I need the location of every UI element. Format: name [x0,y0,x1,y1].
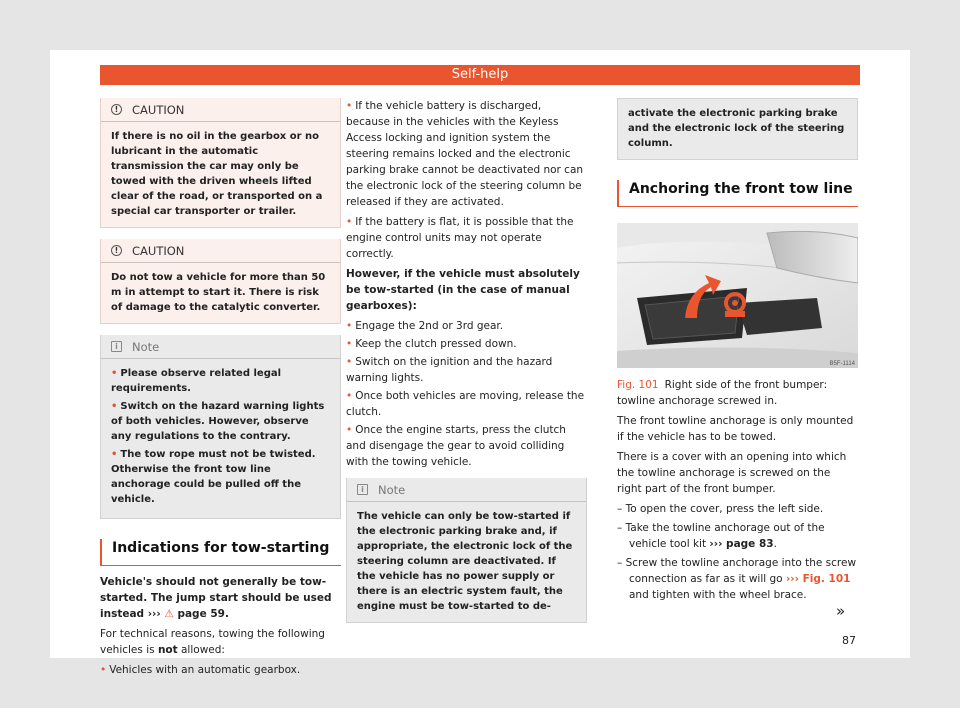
bullet-item: • Vehicles with an automatic gearbox. [100,664,301,676]
caution-box [100,239,341,324]
note-box [346,478,587,623]
note-item: Please observe related legal requirements. [111,368,282,394]
paragraph: The front towline anchorage is only mounted if the vehicle has to be towed. [617,415,854,443]
note-icon: i [111,341,122,352]
step-item: – Screw the towline anchorage into the screw connection as far as it will go ››› Fig. 101 and tighten with the wheel brace. [617,557,857,601]
bullet-item: • If the vehicle battery is discharged, because in the vehicles with the Keyless Access locking and ignition system the steering remains locked and the electronic parking brake cannot be deactivated nor can the electronic lock of the steering column be released if they are activated. [346,100,584,208]
section-title: Anchoring the front tow line [617,180,858,207]
bumper-photo [617,223,858,368]
continued-mark: » [836,602,846,620]
column-3 [617,98,858,606]
figure-link[interactable]: ››› Fig. 101 [785,573,851,585]
caution-icon: ! [111,245,122,256]
page-header: Self-help [100,65,860,85]
step-item: – Take the towline anchorage out of the vehicle tool kit ››› page 83. [617,522,825,550]
lead-paragraph: Vehicle's should not generally be tow-started. The jump start should be used instead ››› ⚠ page 59. [100,576,332,620]
bullet-item: • Engage the 2nd or 3rd gear. [346,320,504,332]
note-item: The tow rope must not be twisted. Otherwise the front tow line anchorage could be pulled off the vehicle. [111,449,316,505]
bullet-icon: • [111,401,118,412]
caution-label: CAUTION [132,102,185,117]
bullet-item: • If the battery is flat, it is possible that the engine control units may not operate correctly. [346,216,574,260]
note-text: activate the electronic parking brake and the electronic lock of the steering column. [628,108,845,149]
bullet-item: • Switch on the ignition and the hazard warning lights. [346,356,553,384]
page-link[interactable]: ››› page 83 [709,538,774,550]
caution-text: Do not tow a vehicle for more than 50 m in attempt to start it. There is risk of damage to the catalytic converter. [111,272,326,313]
step-item: – To open the cover, press the left side. [617,503,824,515]
bullet-icon: • [346,390,353,402]
note-label: Note [132,339,160,354]
warning-triangle-icon: ⚠ [164,608,174,620]
bullet-icon: • [346,424,353,436]
note-box-continued [617,98,858,160]
bullet-icon: • [346,338,353,350]
page-number: 87 [842,634,856,647]
note-item: Switch on the hazard warning lights of both vehicles. However, observe any regulations to the contrary. [111,401,325,442]
bullet-icon: • [346,100,353,112]
caution-label: CAUTION [132,243,185,258]
bullet-icon: • [111,449,118,460]
bullet-icon: • [111,368,118,379]
caution-text: If there is no oil in the gearbox or no lubricant in the automatic transmission the car may only be towed with the driven wheels lifted clear of the road, or transported on a special car transporter or trailer. [111,131,323,217]
paragraph: For technical reasons, towing the following vehicles is not allowed: [100,628,325,656]
note-text: The vehicle can only be tow-started if the electronic parking brake and, if appropriate, the electronic lock of the steering column are deactivated. If the vehicle has no power supply or there is an electric system fault, the engine must be tow-started to de- [357,511,573,612]
paragraph: There is a cover with an opening into which the towline anchorage is screwed on the right part of the front bumper. [617,451,847,495]
bullet-icon: • [346,216,353,228]
photo-code: B5F-1114 [829,361,855,367]
page-link[interactable]: page 59 [177,608,225,620]
note-label: Note [378,482,406,497]
bullet-item: • Keep the clutch pressed down. [346,338,517,350]
column-2 [346,98,587,634]
bullet-icon: • [346,320,353,332]
figure-caption: Fig. 101 Right side of the front bumper: towline anchorage screwed in. [617,379,828,407]
caution-box [100,98,341,228]
lead-paragraph: However, if the vehicle must absolutely be tow-started (in the case of manual gearboxes): [346,268,580,312]
caution-icon: ! [111,104,122,115]
bullet-item: • Once the engine starts, press the clutch and disengage the gear to avoid colliding with the towing vehicle. [346,424,566,468]
column-1 [100,98,341,682]
bullet-item: • Once both vehicles are moving, release the clutch. [346,390,585,418]
note-icon: i [357,484,368,495]
section-title: Indications for tow-starting [100,539,341,566]
bullet-icon: • [346,356,353,368]
bullet-icon: • [100,664,107,676]
note-box [100,335,341,519]
